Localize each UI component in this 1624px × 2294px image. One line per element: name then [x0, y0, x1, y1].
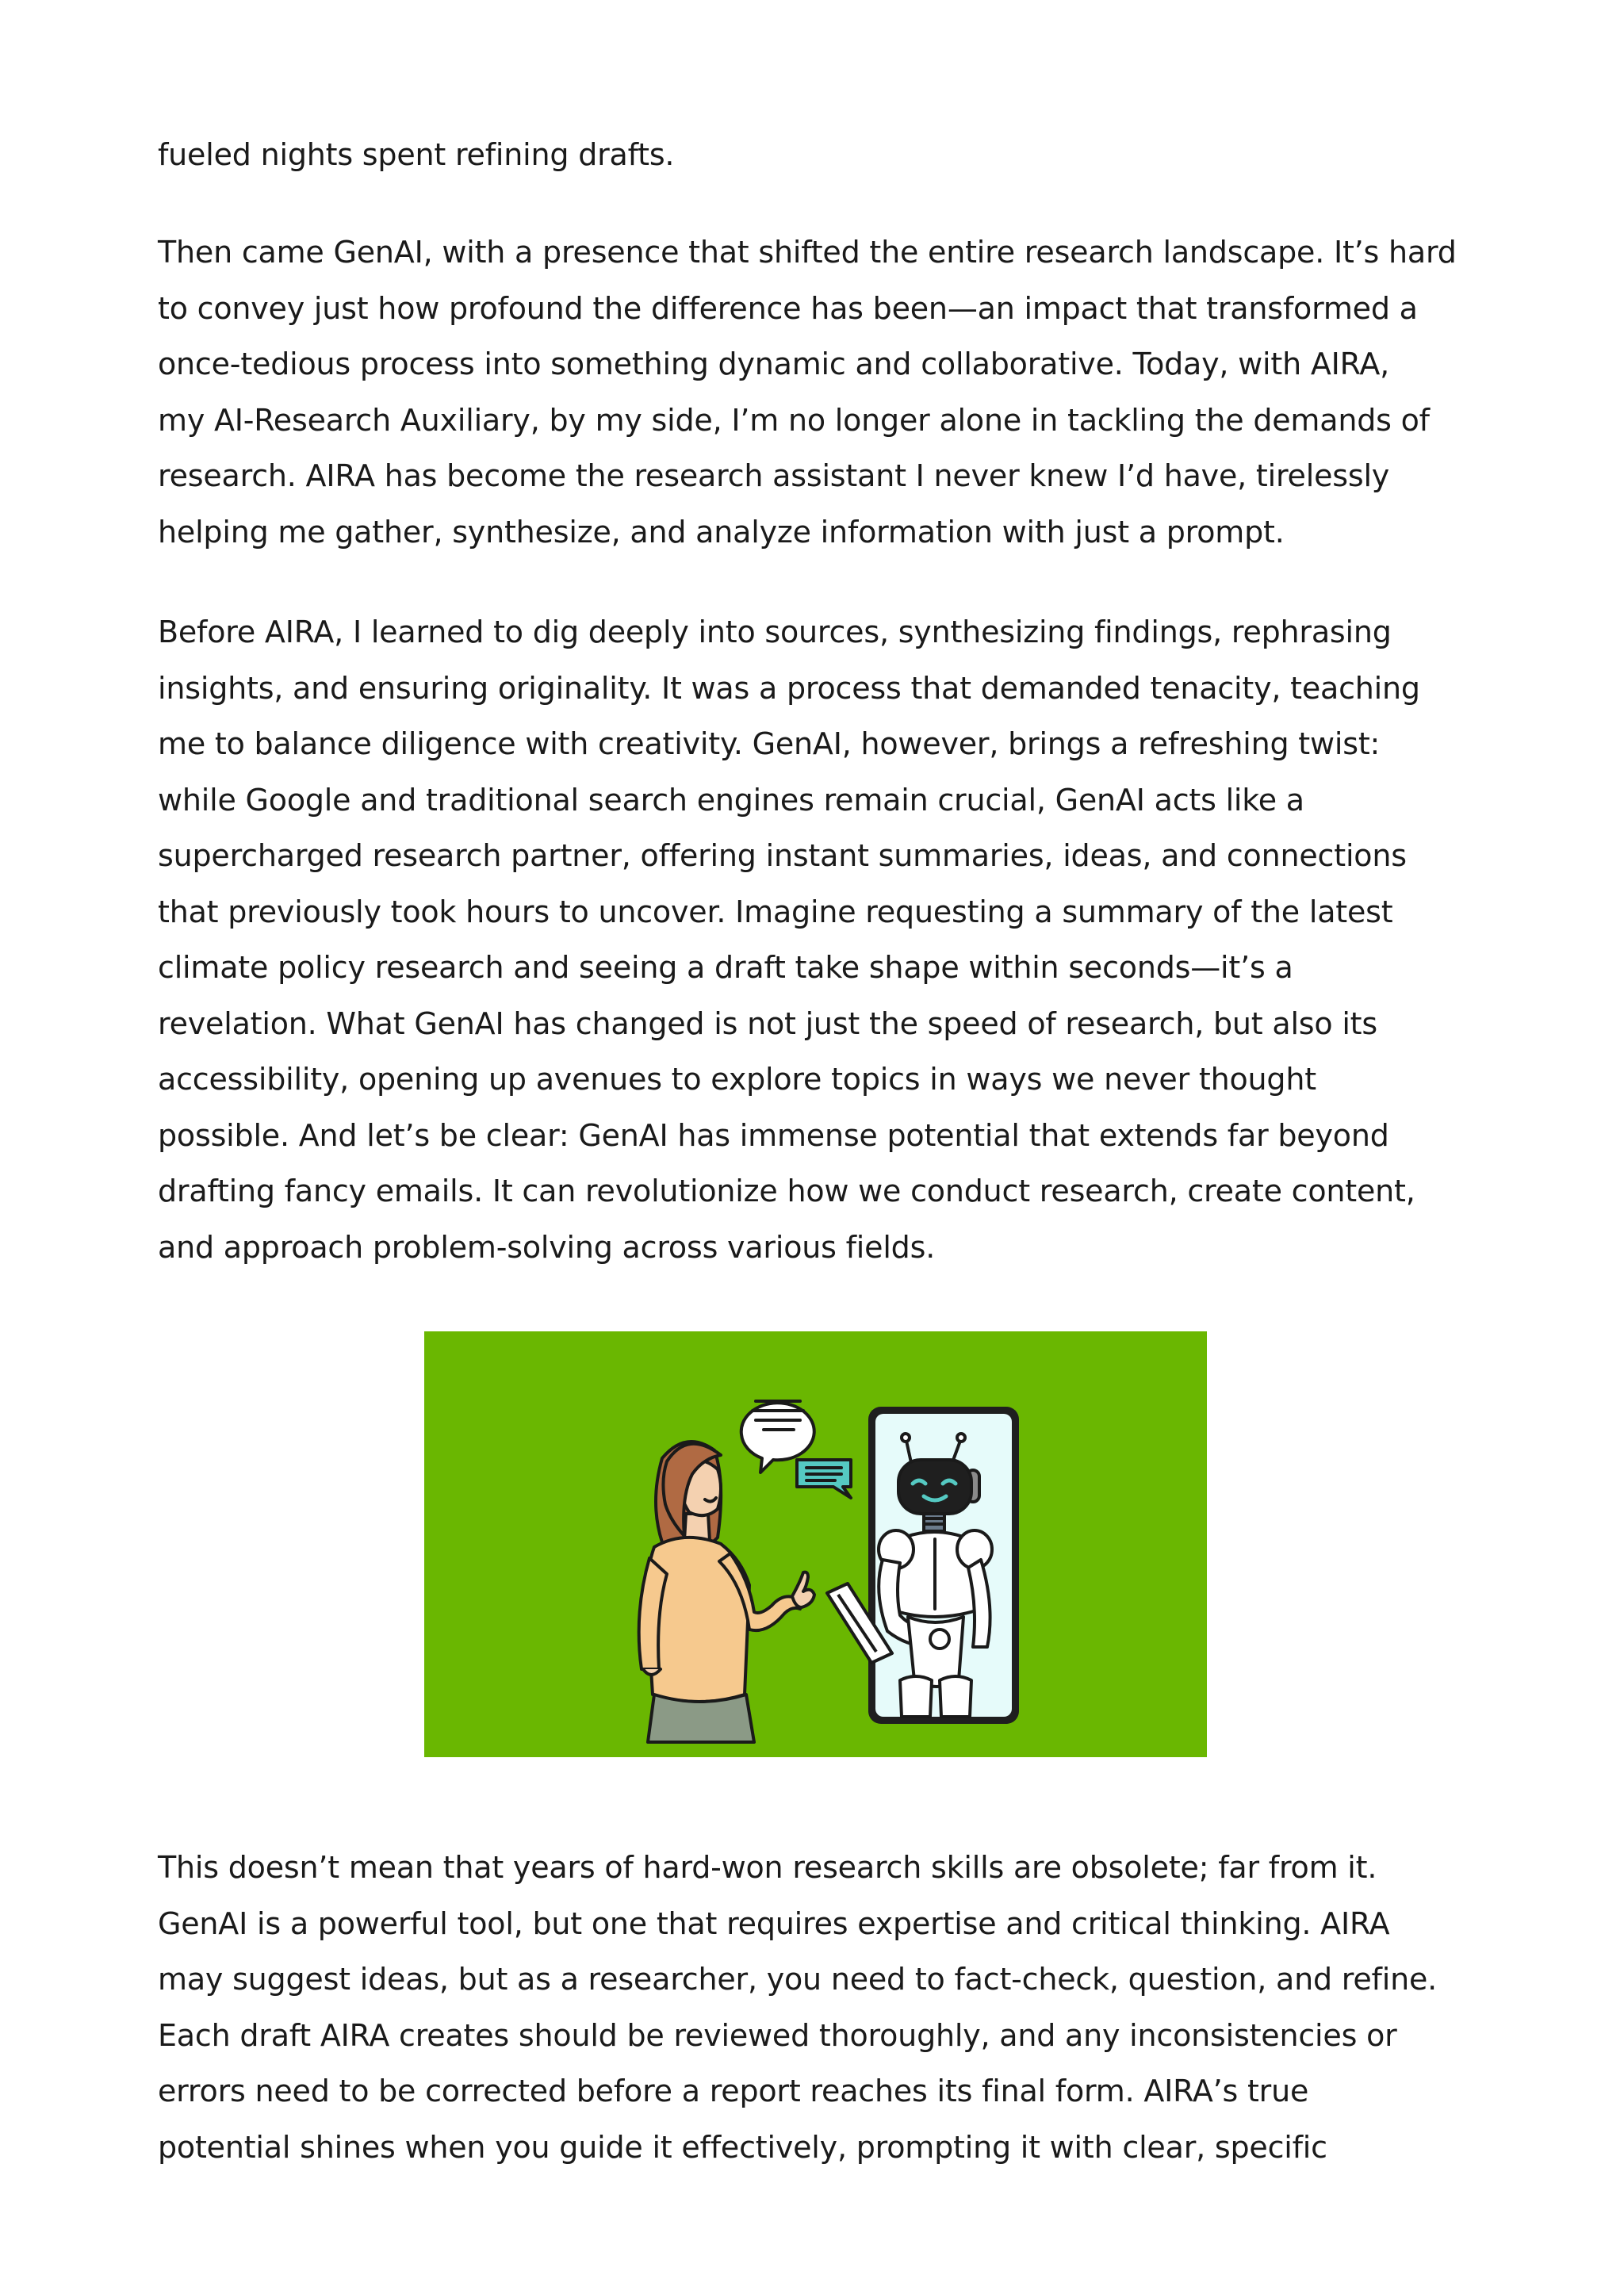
text-line: accessibility, opening up avenues to explore topics in ways we never thought [158, 1062, 1316, 1097]
paragraph-3 [158, 604, 1482, 1275]
text-line: Before AIRA, I learned to dig deeply into sources, synthesizing findings, rephrasing [158, 615, 1392, 649]
chat-bubble-icon [797, 1460, 851, 1498]
text-line: revelation. What GenAI has changed is not just the speed of research, but also its [158, 1005, 1377, 1041]
text-line: Each draft AIRA creates should be reviewed thoroughly, and any inconsistencies or [158, 2017, 1397, 2053]
paragraph-4 [158, 1840, 1482, 2175]
text-line: helping me gather, synthesize, and analyze information with just a prompt. [158, 514, 1285, 550]
text-line: me to balance diligence with creativity. GenAI, however, brings a refreshing twist: [158, 726, 1381, 761]
text-line: and approach problem-solving across various fields. [158, 1229, 936, 1265]
text-line: Then came GenAI, with a presence that shifted the entire research landscape. It’s hard [158, 235, 1457, 270]
text-line: that previously took hours to uncover. Imagine requesting a summary of the latest [158, 894, 1393, 929]
text-line: my AI-Research Auxiliary, by my side, I’m no longer alone in tackling the demands of [158, 402, 1430, 438]
illustration-woman-and-robot [424, 1331, 1207, 1757]
text-line: supercharged research partner, offering instant summaries, ideas, and connections [158, 838, 1407, 873]
text-line: errors need to be corrected before a report reaches its final form. AIRA’s true [158, 2074, 1309, 2108]
paragraph-1 [158, 127, 1482, 183]
text-line: GenAI is a powerful tool, but one that requires expertise and critical thinking. AIRA [158, 1905, 1390, 1941]
text-line: This doesn’t mean that years of hard-won research skills are obsolete; far from it. [158, 1850, 1377, 1885]
text-line: while Google and traditional search engines remain crucial, GenAI acts like a [158, 782, 1304, 818]
text-line: to convey just how profound the difference has been—an impact that transformed a [158, 290, 1418, 326]
text-line: possible. And let’s be clear: GenAI has immense potential that extends far beyond [158, 1117, 1389, 1153]
text-line: once-tedious process into something dynamic and collaborative. Today, with AIRA, [158, 347, 1390, 381]
text-line: may suggest ideas, but as a researcher, you need to fact-check, question, and refine. [158, 1962, 1438, 1997]
woman-figure [639, 1442, 814, 1742]
text-line: fueled nights spent refining drafts. [158, 137, 675, 172]
text-line: climate policy research and seeing a draft take shape within seconds—it’s a [158, 950, 1293, 985]
text-line: research. AIRA has become the research assistant I never knew I’d have, tirelessly [158, 458, 1390, 493]
text-line: potential shines when you guide it effectively, prompting it with clear, specific [158, 2129, 1327, 2165]
text-line: drafting fancy emails. It can revolutionize how we conduct research, create content, [158, 1174, 1415, 1208]
illustration-svg [424, 1331, 1207, 1757]
paragraph-2 [158, 224, 1482, 560]
text-line: insights, and ensuring originality. It was a process that demanded tenacity, teaching [158, 670, 1420, 706]
